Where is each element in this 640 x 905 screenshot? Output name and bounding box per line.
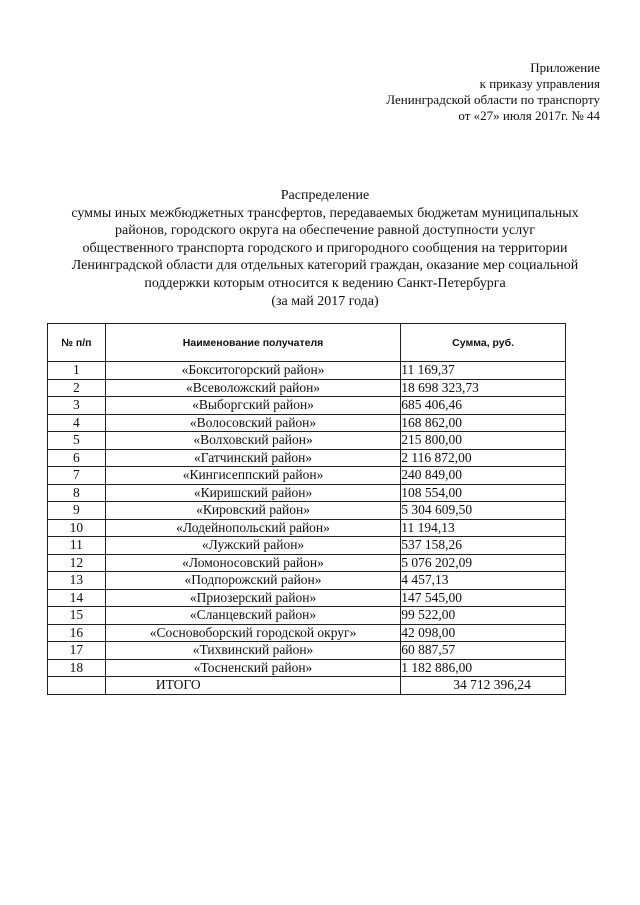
row-recipient: «Волховский район»	[105, 432, 400, 450]
row-number: 12	[48, 554, 106, 572]
row-recipient: «Бокситогорский район»	[105, 362, 400, 380]
table-row	[48, 624, 566, 642]
table-row	[48, 519, 566, 537]
table-row	[48, 379, 566, 397]
total-sum: 34 712 396,24	[401, 677, 566, 695]
row-recipient: «Киришский район»	[105, 484, 400, 502]
table-row	[48, 449, 566, 467]
row-sum: 168 862,00	[401, 414, 566, 432]
table-row	[48, 467, 566, 485]
annex-block	[386, 60, 600, 124]
row-recipient: «Гатчинский район»	[105, 449, 400, 467]
title-line-4: Ленинградской области для отдельных категорий граждан, оказание мер социальной	[71, 258, 579, 274]
header-recipient: Наименование получателя	[105, 324, 400, 362]
row-sum: 1 182 886,00	[401, 659, 566, 677]
row-recipient: «Тихвинский район»	[105, 642, 400, 660]
table-row	[48, 397, 566, 415]
title-line-2: районов, городского округа на обеспечение равной доступности услуг	[115, 223, 535, 239]
total-number	[48, 677, 106, 695]
title-line-5: поддержки которым относится к ведению Санкт-Петербурга	[144, 275, 506, 291]
row-recipient: «Подпорожский район»	[105, 572, 400, 590]
row-sum: 5 304 609,50	[401, 502, 566, 520]
row-sum: 147 545,00	[401, 589, 566, 607]
row-sum: 240 849,00	[401, 467, 566, 485]
row-recipient: «Кировский район»	[105, 502, 400, 520]
row-recipient: «Выборгский район»	[105, 397, 400, 415]
distribution-table	[47, 323, 566, 695]
table-row	[48, 589, 566, 607]
row-recipient: «Кингисеппский район»	[105, 467, 400, 485]
row-number: 10	[48, 519, 106, 537]
row-sum: 42 098,00	[401, 624, 566, 642]
row-recipient: «Волосовский район»	[105, 414, 400, 432]
row-number: 13	[48, 572, 106, 590]
title-heading: Распределение	[280, 188, 370, 203]
row-number: 15	[48, 607, 106, 625]
table-row	[48, 572, 566, 590]
row-number: 7	[48, 467, 106, 485]
row-number: 16	[48, 624, 106, 642]
row-sum: 2 116 872,00	[401, 449, 566, 467]
row-recipient: «Тосненский район»	[105, 659, 400, 677]
row-sum: 18 698 323,73	[401, 379, 566, 397]
total-label: ИТОГО	[105, 677, 400, 695]
title-line-1: суммы иных межбюджетных трансфертов, передаваемых бюджетам муниципальных	[71, 205, 579, 221]
row-sum: 11 169,37	[401, 362, 566, 380]
table-row	[48, 537, 566, 555]
row-recipient: «Всеволожский район»	[105, 379, 400, 397]
row-number: 6	[48, 449, 106, 467]
row-recipient: «Приозерский район»	[105, 589, 400, 607]
table-row	[48, 484, 566, 502]
row-sum: 99 522,00	[401, 607, 566, 625]
title-period: (за май 2017 года)	[271, 293, 379, 309]
table-row	[48, 362, 566, 380]
row-sum: 685 406,46	[401, 397, 566, 415]
table-header-row	[48, 324, 566, 362]
row-number: 14	[48, 589, 106, 607]
row-sum: 108 554,00	[401, 484, 566, 502]
document-title	[40, 187, 610, 310]
row-number: 4	[48, 414, 106, 432]
annex-line-4: от «27» июля 2017г. № 44	[458, 108, 600, 123]
table-row	[48, 642, 566, 660]
row-recipient: «Сланцевский район»	[105, 607, 400, 625]
table-row	[48, 607, 566, 625]
row-number: 17	[48, 642, 106, 660]
annex-line-3: Ленинградской области по транспорту	[386, 92, 600, 107]
row-number: 8	[48, 484, 106, 502]
annex-line-2: к приказу управления	[479, 76, 600, 91]
annex-line-1: Приложение	[530, 60, 600, 75]
row-number: 9	[48, 502, 106, 520]
table-row	[48, 414, 566, 432]
row-number: 2	[48, 379, 106, 397]
header-sum: Сумма, руб.	[401, 324, 566, 362]
row-number: 5	[48, 432, 106, 450]
header-number: № п/п	[48, 324, 106, 362]
row-recipient: «Сосновоборский городской округ»	[105, 624, 400, 642]
table-row	[48, 432, 566, 450]
row-sum: 60 887,57	[401, 642, 566, 660]
title-line-3: общественного транспорта городского и пригородного сообщения на территории	[82, 240, 568, 256]
row-recipient: «Лужский район»	[105, 537, 400, 555]
table-row	[48, 554, 566, 572]
row-sum: 537 158,26	[401, 537, 566, 555]
row-sum: 11 194,13	[401, 519, 566, 537]
row-number: 3	[48, 397, 106, 415]
table-row	[48, 659, 566, 677]
table-row	[48, 502, 566, 520]
row-number: 1	[48, 362, 106, 380]
row-number: 18	[48, 659, 106, 677]
total-row	[48, 677, 566, 695]
row-number: 11	[48, 537, 106, 555]
row-recipient: «Ломоносовский район»	[105, 554, 400, 572]
row-sum: 5 076 202,09	[401, 554, 566, 572]
row-sum: 4 457,13	[401, 572, 566, 590]
row-recipient: «Лодейнопольский район»	[105, 519, 400, 537]
row-sum: 215 800,00	[401, 432, 566, 450]
